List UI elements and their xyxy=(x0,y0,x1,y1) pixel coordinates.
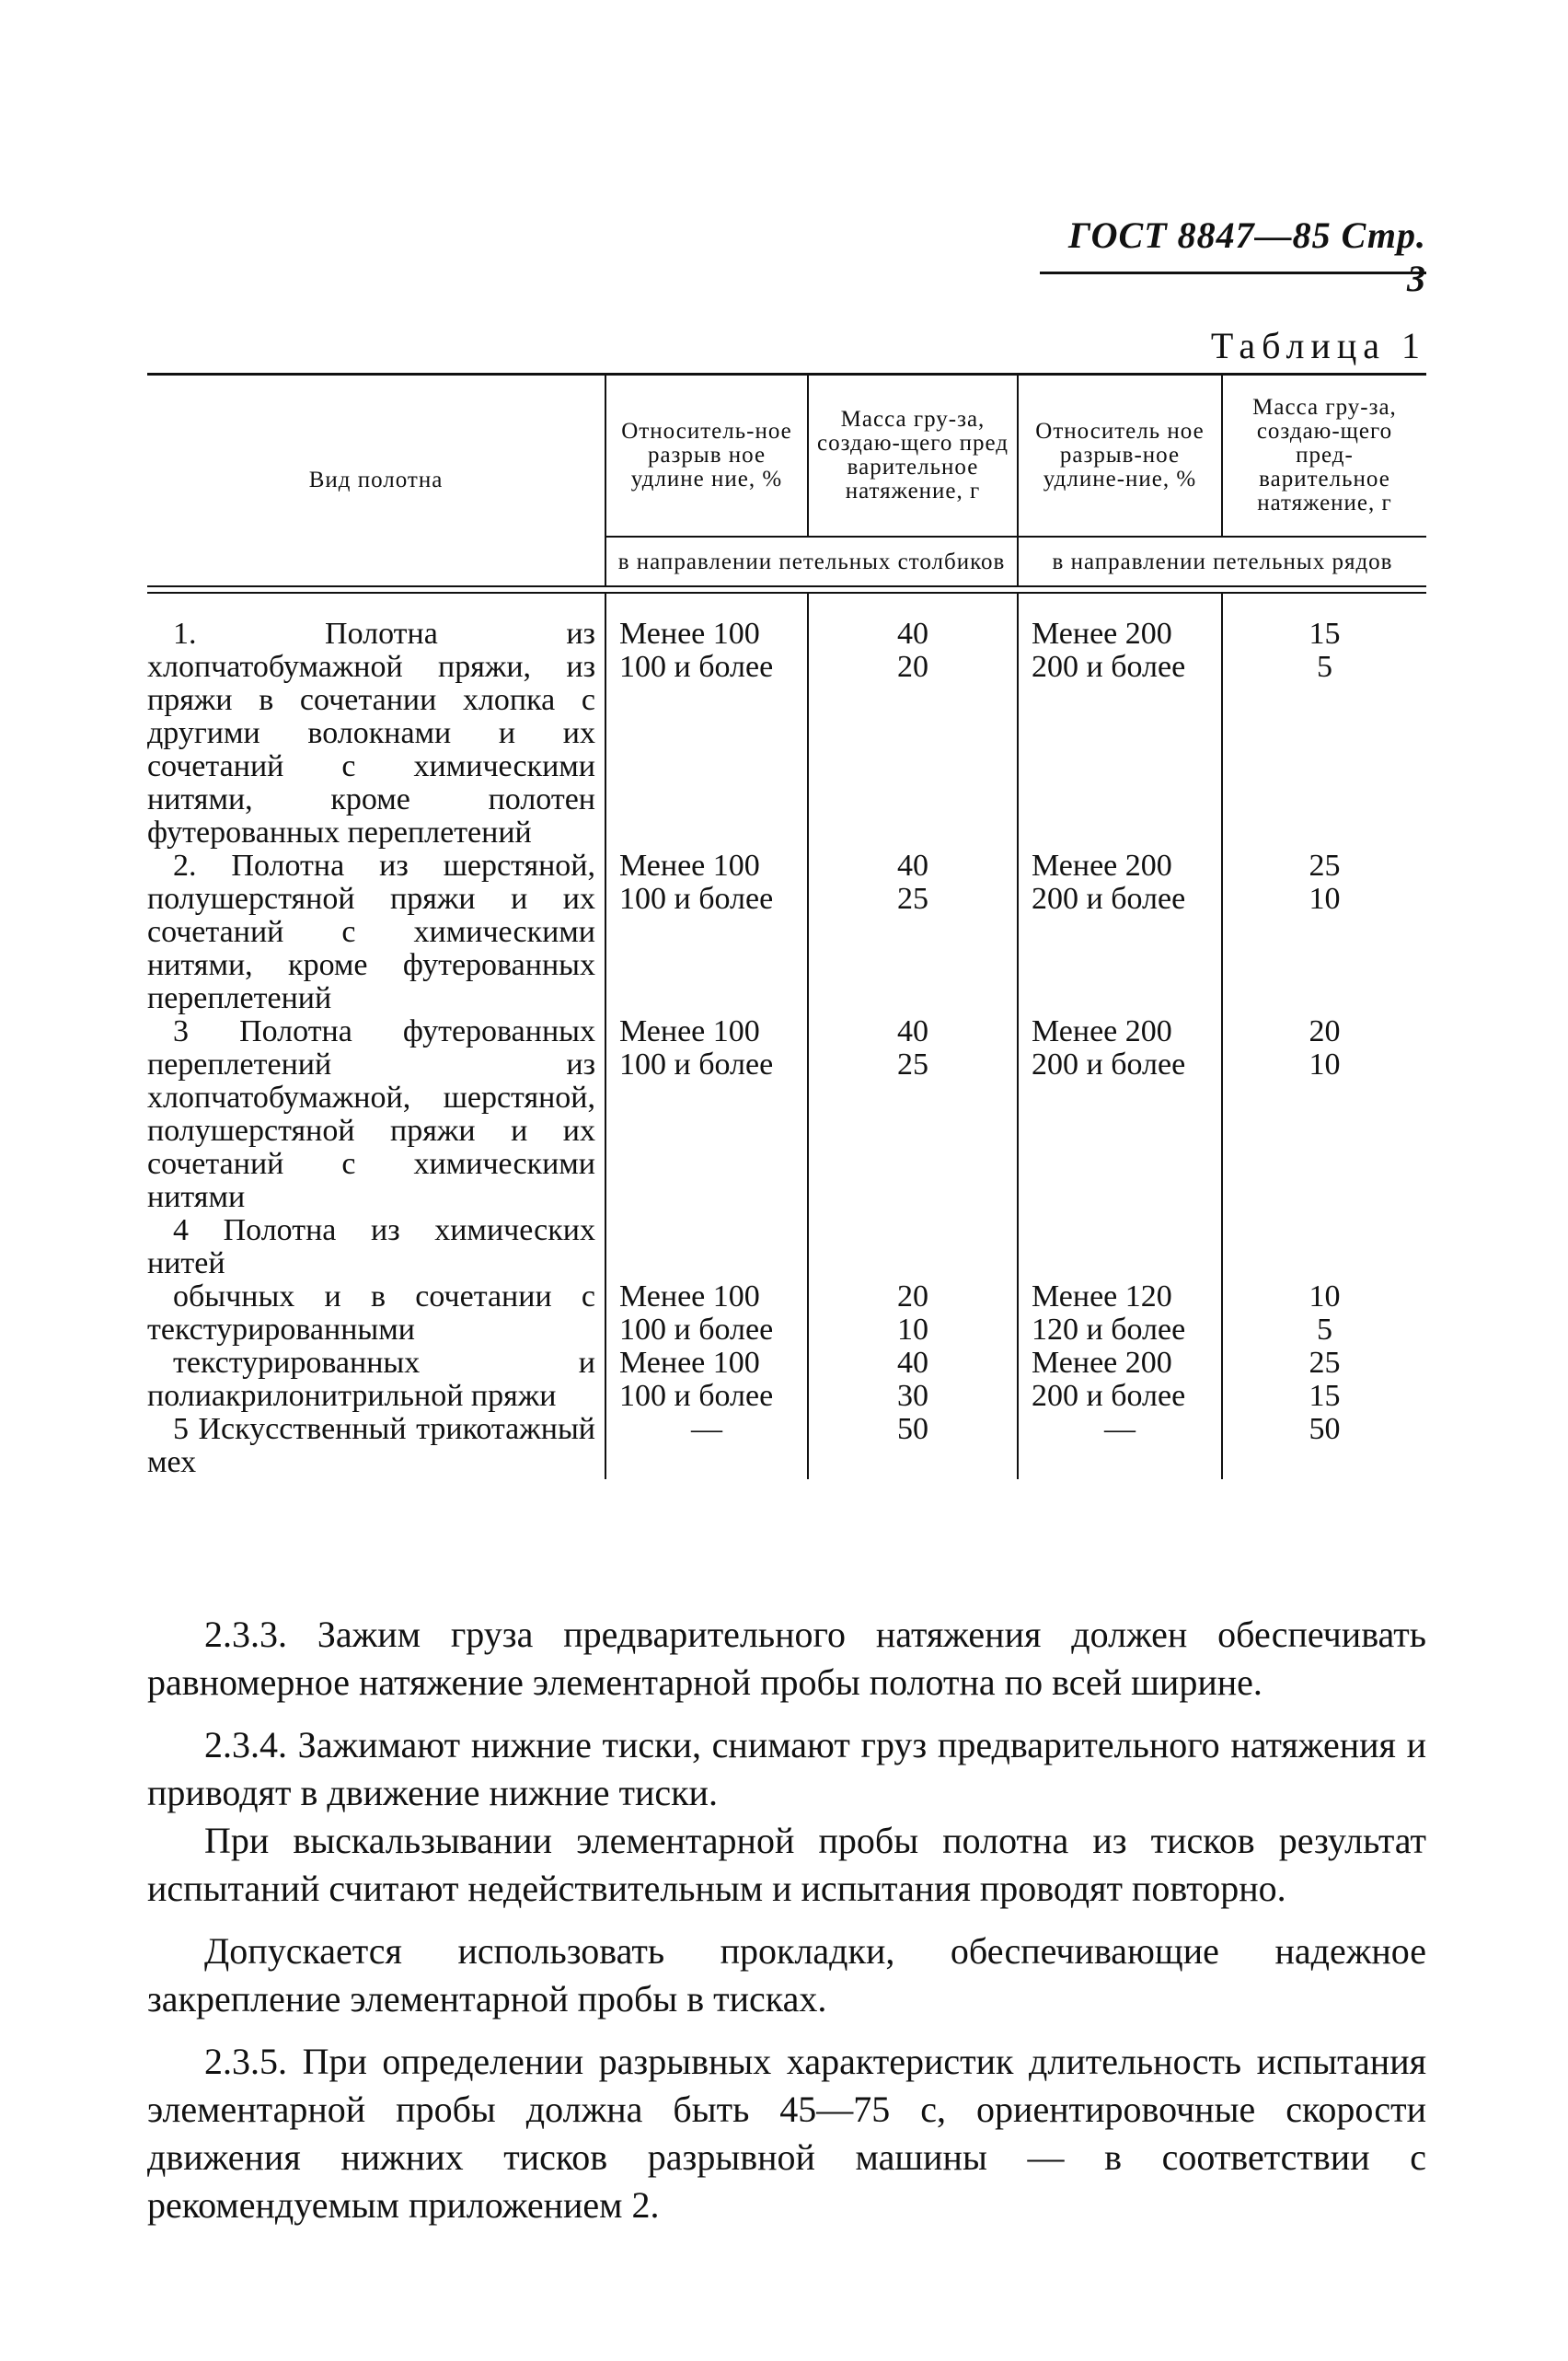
cell-mass: 25 xyxy=(897,882,928,916)
paragraph-pads: Допускается использовать прокладки, обеспечивающие надежное закрепление элементарной пробы в тисках. xyxy=(147,1930,1426,2020)
cell-mass: 25 xyxy=(1309,849,1341,883)
cell-mass: 40 xyxy=(897,1346,928,1380)
col-header-elongation-courses: Относитель ное разрыв-ное удлине-ние, % xyxy=(1018,376,1222,537)
data-table xyxy=(147,376,1426,585)
cell-mass: 15 xyxy=(1309,1379,1341,1413)
data-table-body xyxy=(147,594,1426,1479)
cell-elongation: Менее 100 xyxy=(619,617,760,651)
table-row xyxy=(147,1413,1426,1479)
row-kind: 5 Искусственный трикотажный мех xyxy=(147,1412,595,1479)
cell-mass: 30 xyxy=(897,1379,928,1413)
cell-elongation: 200 и более xyxy=(1032,1379,1186,1413)
cell-elongation: Менее 200 xyxy=(1032,1014,1172,1048)
cell-mass: 20 xyxy=(1309,1014,1341,1048)
cell-elongation: Менее 200 xyxy=(1032,1346,1172,1380)
cell-mass: 50 xyxy=(1309,1412,1341,1446)
cell-mass: 15 xyxy=(1309,617,1341,651)
cell-elongation: — xyxy=(691,1412,722,1446)
paragraph-2-3-3: 2.3.3. Зажим груза предварительного натяжения должен обеспечивать равномерное натяжение элементарной пробы полотна по всей ширине. xyxy=(147,1614,1426,1703)
group-header-wales: в направлении петельных столбиков xyxy=(605,537,1018,585)
row-kind: 4 Полотна из химических нитей xyxy=(147,1213,595,1280)
table-caption: Таблица 1 xyxy=(1210,325,1426,366)
table-row xyxy=(147,618,1426,850)
cell-elongation: 100 и более xyxy=(619,1047,774,1082)
cell-mass: 25 xyxy=(1309,1346,1341,1380)
cell-elongation: 120 и более xyxy=(1032,1313,1186,1347)
cell-mass: 40 xyxy=(897,849,928,883)
cell-mass: 40 xyxy=(897,617,928,651)
col-header-mass-wales: Масса гру-за, создаю-щего пред варительное натяжение, г xyxy=(808,376,1018,537)
cell-mass: 5 xyxy=(1317,650,1332,684)
cell-elongation: 100 и более xyxy=(619,650,774,684)
cell-elongation: 200 и более xyxy=(1032,1047,1186,1082)
cell-elongation: Менее 200 xyxy=(1032,617,1172,651)
cell-elongation: 200 и более xyxy=(1032,650,1186,684)
row-kind: текстурированных и полиакрилонитрильной пряжи xyxy=(147,1346,595,1413)
cell-mass: 10 xyxy=(897,1313,928,1347)
group-header-courses: в направлении петельных рядов xyxy=(1018,537,1426,585)
cell-elongation: Менее 100 xyxy=(619,1014,760,1048)
cell-mass: 5 xyxy=(1317,1313,1332,1347)
row-kind: 1. Полотна из хлопчатобумажной пряжи, из пряжи в сочетании хлопка с другими волокнами и их сочетаний с химическими нитями, кроме полотен футерованных переплетений xyxy=(147,617,595,850)
cell-elongation: 100 и более xyxy=(619,882,774,916)
cell-mass: 40 xyxy=(897,1014,928,1048)
paragraph-2-3-5: 2.3.5. При определении разрывных характеристик длительность испытания элементарной пробы должна быть 45—75 с, ориентировочные скорости движения нижних тисков разрывной машины — в соответствии с рекомендуемым приложением 2. xyxy=(147,2041,1426,2226)
table-header-rule xyxy=(147,585,1426,594)
cell-elongation: Менее 100 xyxy=(619,1346,760,1380)
paragraph-slip: При выскальзывании элементарной пробы полотна из тисков результат испытаний считают недействительным и испытания проводят повторно. xyxy=(147,1820,1426,1909)
cell-elongation: — xyxy=(1104,1412,1136,1446)
cell-mass: 20 xyxy=(897,1279,928,1314)
header-rule xyxy=(1040,272,1426,274)
cell-elongation: Менее 200 xyxy=(1032,849,1172,883)
cell-mass: 50 xyxy=(897,1412,928,1446)
table-row xyxy=(147,1015,1426,1214)
cell-mass: 10 xyxy=(1309,1279,1341,1314)
table-1 xyxy=(147,373,1426,1479)
cell-mass: 10 xyxy=(1309,882,1341,916)
cell-elongation: 100 и более xyxy=(619,1379,774,1413)
cell-mass: 20 xyxy=(897,650,928,684)
cell-elongation: 100 и более xyxy=(619,1313,774,1347)
table-row xyxy=(147,1214,1426,1280)
cell-elongation: 200 и более xyxy=(1032,882,1186,916)
row-kind: 3 Полотна футерованных переплетений из хлопчатобумажной, шерстяной, полушерстяной пряжи и их сочетаний с химическими нитями xyxy=(147,1014,595,1214)
table-row xyxy=(147,1280,1426,1347)
page-header: ГОСТ 8847—85 Стр. 3 xyxy=(1068,214,1426,299)
table-row xyxy=(147,850,1426,1015)
cell-elongation: Менее 100 xyxy=(619,1279,760,1314)
col-header-kind: Вид полотна xyxy=(308,468,444,492)
cell-mass: 10 xyxy=(1309,1047,1341,1082)
cell-elongation: Менее 100 xyxy=(619,849,760,883)
paragraph-2-3-4: 2.3.4. Зажимают нижние тиски, снимают груз предварительного натяжения и приводят в движение нижние тиски. xyxy=(147,1724,1426,1813)
cell-mass: 25 xyxy=(897,1047,928,1082)
cell-elongation: Менее 120 xyxy=(1032,1279,1172,1314)
row-kind: 2. Полотна из шерстяной, полушерстяной пряжи и их сочетаний с химическими нитями, кроме футерованных переплетений xyxy=(147,849,595,1015)
row-kind: обычных и в сочетании с текстурированными xyxy=(147,1279,595,1347)
body-text xyxy=(147,1611,1426,2244)
col-header-mass-courses: Масса гру-за, создаю-щего пред-варительное натяжение, г xyxy=(1222,376,1426,537)
col-header-elongation-wales: Относитель-ное разрыв ное удлине ние, % xyxy=(605,376,808,537)
table-row xyxy=(147,1347,1426,1413)
